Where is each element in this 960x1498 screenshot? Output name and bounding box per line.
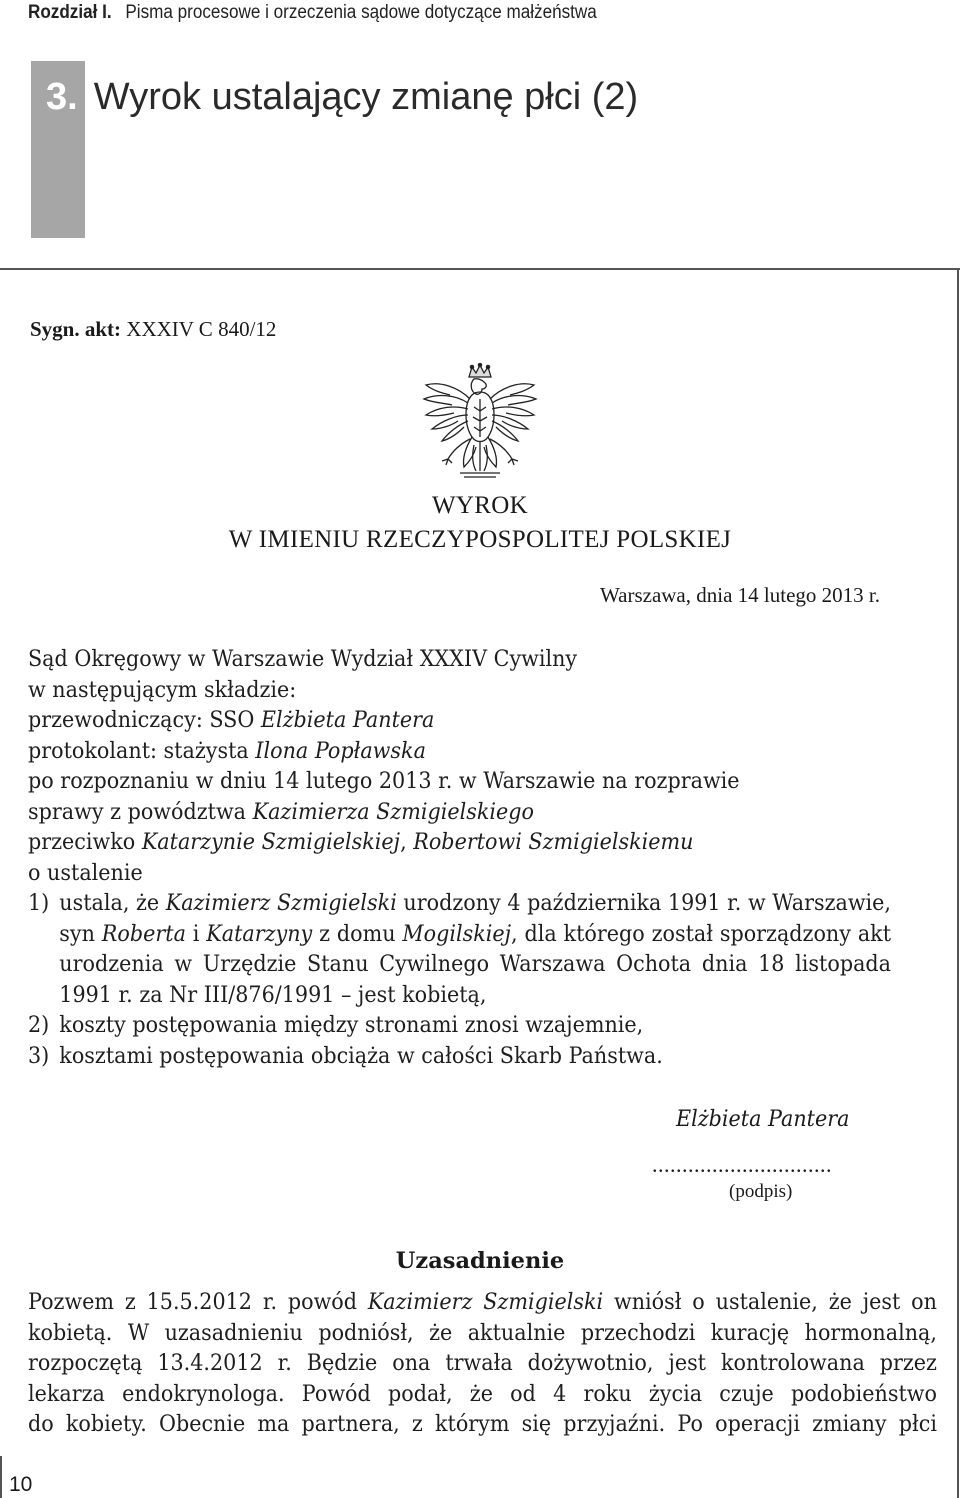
- place-and-date: Warszawa, dnia 14 lutego 2013 r.: [600, 583, 880, 607]
- page-number: 10: [9, 1473, 33, 1496]
- case-subject: o ustalenie: [28, 859, 143, 886]
- header-separator: [115, 2, 120, 23]
- presiding-prefix: przewodniczący: SSO: [28, 707, 261, 733]
- ruling-item-3-number: 3): [28, 1042, 50, 1069]
- ruling-1-line-1-a: ustala, że: [59, 890, 166, 916]
- ruling-item-2-number: 2): [28, 1012, 50, 1038]
- signature-caption: (podpis): [729, 1181, 793, 1202]
- hearing-info: po rozpoznaniu w dniu 14 lutego 2013 r. w Warszawie na rozprawie: [28, 768, 740, 794]
- frame-left-border: [0, 1456, 2, 1498]
- polish-eagle-emblem: [420, 363, 540, 481]
- court-name: Sąd Okręgowy w Warszawie Wydział XXXIV Cywilny: [28, 646, 578, 672]
- justification-line-1-c: wniósł o ustalenie, że jest on: [603, 1289, 937, 1315]
- ruling-body: [28, 644, 892, 1071]
- justification-line-5: do kobiety. Obecnie ma partnera, z którym się przyjaźni. Po operacji zmiany płci: [28, 1411, 937, 1437]
- justification-line-4: lekarza endokrynologa. Powód podał, że od 4 roku życia czuje podobieństwo: [28, 1380, 937, 1407]
- ruling-item-2: [28, 1010, 867, 1041]
- justification-heading: Uzasadnienie: [395, 1248, 565, 1274]
- defendant-separator: ,: [400, 829, 414, 855]
- presiding-judge: [28, 705, 867, 736]
- claimant-name: Kazimierza Szmigielskiego: [252, 798, 534, 825]
- frame-top-border: [0, 268, 960, 270]
- section-heading: [46, 76, 638, 119]
- composition-intro: w następującym składzie:: [28, 676, 297, 703]
- signature-line: ..............................: [652, 1152, 832, 1177]
- ruling-1-line-2-a: syn: [59, 920, 102, 947]
- claim-line: [28, 797, 867, 828]
- justification-line-2: kobietą. W uzasadnieniu podniósł, że aktualnie przechodzi kurację hormonalną,: [28, 1319, 937, 1346]
- chapter-label: Rozdział I.: [28, 2, 112, 23]
- ruling-1-line-2-e: z domu: [312, 920, 403, 947]
- ruling-1-line-2-c: i: [185, 920, 207, 947]
- ruling-1-line-1-b: Kazimierz Szmigielski: [165, 890, 397, 916]
- document-title: WYROK: [432, 492, 528, 519]
- section-number: 3.: [46, 76, 78, 118]
- ruling-item-1: [28, 888, 892, 1010]
- signature-name: Elżbieta Pantera: [676, 1106, 850, 1132]
- ruling-1-line-2-g: , dla którego został sporządzony akt: [511, 920, 892, 947]
- court-clerk: [28, 736, 867, 767]
- ruling-item-1-number: 1): [28, 890, 50, 916]
- section-title: Wyrok ustalający zmianę płci (2): [93, 76, 639, 118]
- against-prefix: przeciwko: [28, 829, 142, 855]
- ruling-1-line-2-d: Katarzyny: [206, 920, 313, 947]
- ruling-item-3-text: kosztami postępowania obciąża w całości Skarb Państwa.: [59, 1042, 663, 1069]
- frame-right-border: [957, 268, 959, 1498]
- ruling-1-line-2-f: Mogilskiej: [402, 920, 512, 947]
- ruling-item-1-text: [59, 888, 891, 1010]
- defendants-line: [28, 827, 867, 858]
- justification-line-1: [28, 1287, 937, 1318]
- case-number: [30, 317, 276, 342]
- document-subtitle: W IMIENIU RZECZYPOSPOLITEJ POLSKIEJ: [228, 526, 732, 553]
- ruling-1-line-2-b: Roberta: [101, 920, 186, 947]
- ruling-1-line-2: [59, 919, 891, 950]
- case-number-label: Sygn. akt:: [30, 317, 122, 341]
- ruling-item-2-text: koszty postępowania między stronami znosi wzajemnie,: [59, 1012, 644, 1038]
- ruling-1-line-1-c: urodzony 4 października 1991 r. w Warszawie,: [396, 890, 892, 916]
- justification-body: [28, 1287, 937, 1440]
- ruling-1-line-4: 1991 r. za Nr III/876/1991 – jest kobietą,: [59, 981, 487, 1008]
- ruling-item-3: [28, 1041, 867, 1072]
- defendant-1-name: Katarzynie Szmigielskiej: [141, 829, 401, 855]
- ruling-1-line-1: [59, 888, 891, 919]
- running-header: [28, 2, 597, 24]
- justification-line-1-b: Kazimierz Szmigielski: [367, 1289, 604, 1315]
- claim-prefix: sprawy z powództwa: [28, 798, 253, 825]
- clerk-name: Ilona Popławska: [255, 737, 426, 764]
- defendant-2-name: Robertowi Szmigielskiemu: [413, 829, 694, 855]
- clerk-prefix: protokolant: stażysta: [28, 737, 256, 764]
- ruling-1-line-3: urodzenia w Urzędzie Stanu Cywilnego Warszawa Ochota dnia 18 listopada: [59, 951, 892, 977]
- chapter-title: Pisma procesowe i orzeczenia sądowe dotyczące małżeństwa: [125, 2, 597, 23]
- justification-line-1-a: Pozwem z 15.5.2012 r. powód: [28, 1289, 368, 1315]
- presiding-name: Elżbieta Pantera: [260, 707, 435, 733]
- justification-line-3: rozpoczętą 13.4.2012 r. Będzie ona trwała dożywotnio, jest kontrolowana przez: [28, 1350, 937, 1376]
- case-number-value: XXXIV C 840/12: [126, 317, 277, 341]
